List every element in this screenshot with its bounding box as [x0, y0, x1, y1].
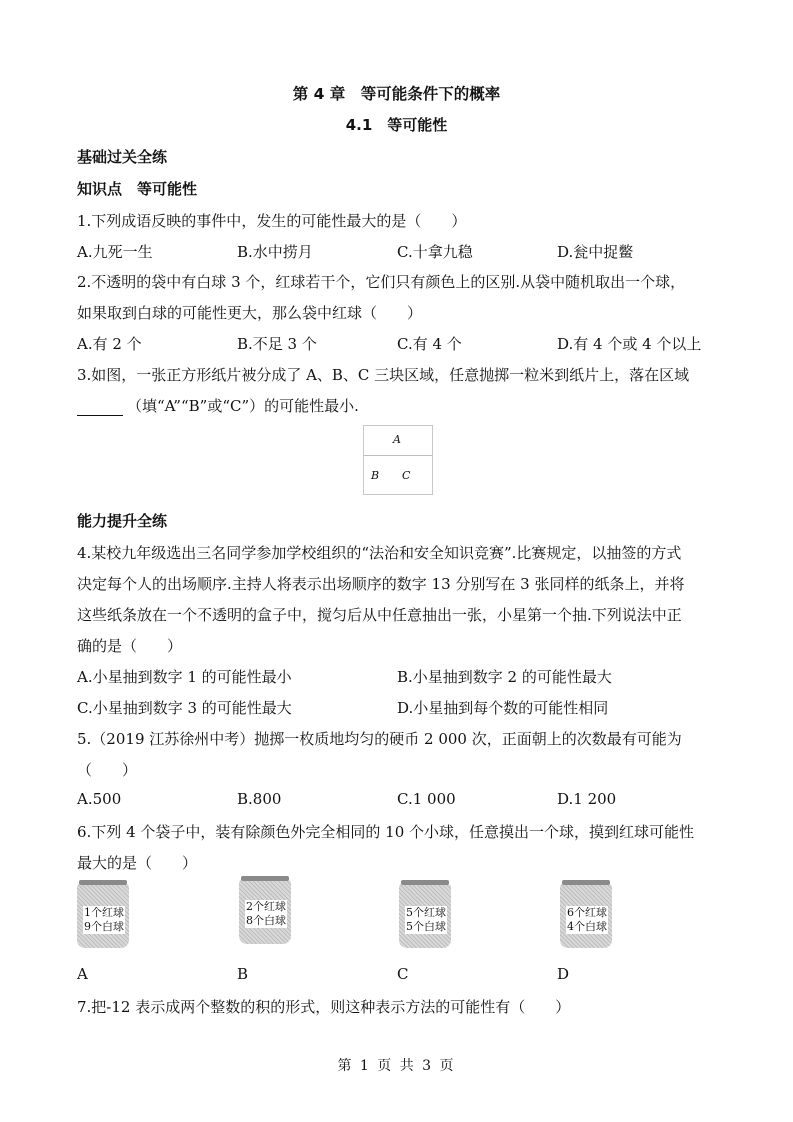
section-title: 4.1 等可能性	[345, 116, 448, 134]
question-7-stem: 7.把-12 表示成两个整数的积的形式，则这种表示方法的可能性有（ ）	[77, 998, 571, 1016]
question-6-stem-line-2: 最大的是（ ）	[77, 854, 198, 872]
bag-white-count: 4个白球	[567, 920, 607, 933]
q4-option-b: B.小星抽到数字 2 的可能性最大	[397, 668, 612, 686]
q5-option-c: C.1 000	[397, 790, 456, 808]
bag-rim	[562, 880, 610, 885]
bag-image-a	[75, 880, 131, 948]
bag-white-count: 8个白球	[246, 914, 286, 927]
region-b-label: B	[371, 469, 380, 482]
bag-red-count: 1个红球	[84, 906, 124, 919]
question-4-stem-line-4: 确的是（ ）	[77, 637, 183, 655]
region-c-label: C	[402, 469, 411, 482]
question-4-stem-line-2: 决定每个人的出场顺序.主持人将表示出场顺序的数字 13 分别写在 3 张同样的纸条上，并将	[77, 575, 685, 593]
question-3-stem-text: （填“A”“B”或“C”）的可能性最小.	[127, 397, 359, 415]
bag-red-count: 5个红球	[406, 906, 446, 919]
q1-option-b: B.水中捞月	[237, 243, 313, 261]
q1-option-c: C.十拿九稳	[397, 243, 473, 261]
q4-option-d: D.小星抽到每个数的可能性相同	[397, 699, 609, 717]
question-2-stem-line-1: 2.不透明的袋中有白球 3 个，红球若干个，它们只有颜色上的区别.从袋中随机取出一个球，	[77, 273, 686, 291]
bag-label	[566, 906, 608, 934]
q2-option-a: A.有 2 个	[77, 335, 142, 353]
bag-caption-c: C	[397, 965, 409, 983]
bag-rim	[401, 880, 449, 885]
square-region-figure	[363, 425, 433, 495]
q5-option-d: D.1 200	[557, 790, 617, 808]
bag-white-count: 5个白球	[406, 920, 446, 933]
bag-image-b	[237, 876, 293, 944]
bag-red-count: 2个红球	[246, 900, 286, 913]
q5-option-a: A.500	[77, 790, 122, 808]
question-3-stem-line-2	[77, 395, 359, 416]
answer-blank[interactable]	[77, 401, 123, 416]
bag-red-count: 6个红球	[567, 906, 607, 919]
question-1-stem: 1.下列成语反映的事件中，发生的可能性最大的是（ ）	[77, 212, 467, 230]
q5-option-b: B.800	[237, 790, 282, 808]
question-5-stem-line-2: （ ）	[77, 761, 138, 779]
bag-label	[83, 906, 125, 934]
question-5-stem-line-1: 5.（2019 江苏徐州中考）抛掷一枚质地均匀的硬币 2 000 次，正面朝上的次数最有可能为	[77, 730, 682, 748]
question-4-stem-line-1: 4.某校九年级选出三名同学参加学校组织的“法治和安全知识竞赛”.比赛规定，以抽签的方式	[77, 544, 682, 562]
section-heading-basic: 基础过关全练	[77, 148, 168, 166]
q2-option-b: B.不足 3 个	[237, 335, 317, 353]
bag-white-count: 9个白球	[84, 920, 124, 933]
bag-caption-d: D	[557, 965, 570, 983]
bag-caption-b: B	[237, 965, 249, 983]
bag-image-c	[397, 880, 453, 948]
q4-option-c: C.小星抽到数字 3 的可能性最大	[77, 699, 292, 717]
bag-rim	[241, 876, 289, 881]
q2-option-c: C.有 4 个	[397, 335, 462, 353]
figure-divider	[364, 455, 432, 456]
bag-rim	[79, 880, 127, 885]
bag-caption-a: A	[77, 965, 88, 983]
bag-image-d	[558, 880, 614, 948]
region-a-label: A	[393, 433, 401, 446]
q4-option-a: A.小星抽到数字 1 的可能性最小	[77, 668, 292, 686]
q1-option-d: D.瓮中捉鳖	[557, 243, 634, 261]
bag-label	[405, 906, 447, 934]
question-3-stem-line-1: 3.如图，一张正方形纸片被分成了 A、B、C 三块区域，任意抛掷一粒米到纸片上，落在区域	[77, 366, 690, 384]
chapter-title: 第 4 章 等可能条件下的概率	[292, 85, 501, 103]
knowledge-point-heading: 知识点 等可能性	[77, 180, 198, 198]
page-footer: 第 1 页 共 3 页	[337, 1058, 456, 1074]
q2-option-d: D.有 4 个或 4 个以上	[557, 335, 702, 353]
question-4-stem-line-3: 这些纸条放在一个不透明的盒子中，搅匀后从中任意抽出一张，小星第一个抽.下列说法中正	[77, 606, 682, 624]
q1-option-a: A.九死一生	[77, 243, 153, 261]
question-6-stem-line-1: 6.下列 4 个袋子中，装有除颜色外完全相同的 10 个小球，任意摸出一个球，摸到红球可能性	[77, 823, 695, 841]
section-heading-advanced: 能力提升全练	[77, 512, 168, 530]
question-2-stem-line-2: 如果取到白球的可能性更大，那么袋中红球（ ）	[77, 304, 423, 322]
bag-label	[245, 900, 287, 928]
